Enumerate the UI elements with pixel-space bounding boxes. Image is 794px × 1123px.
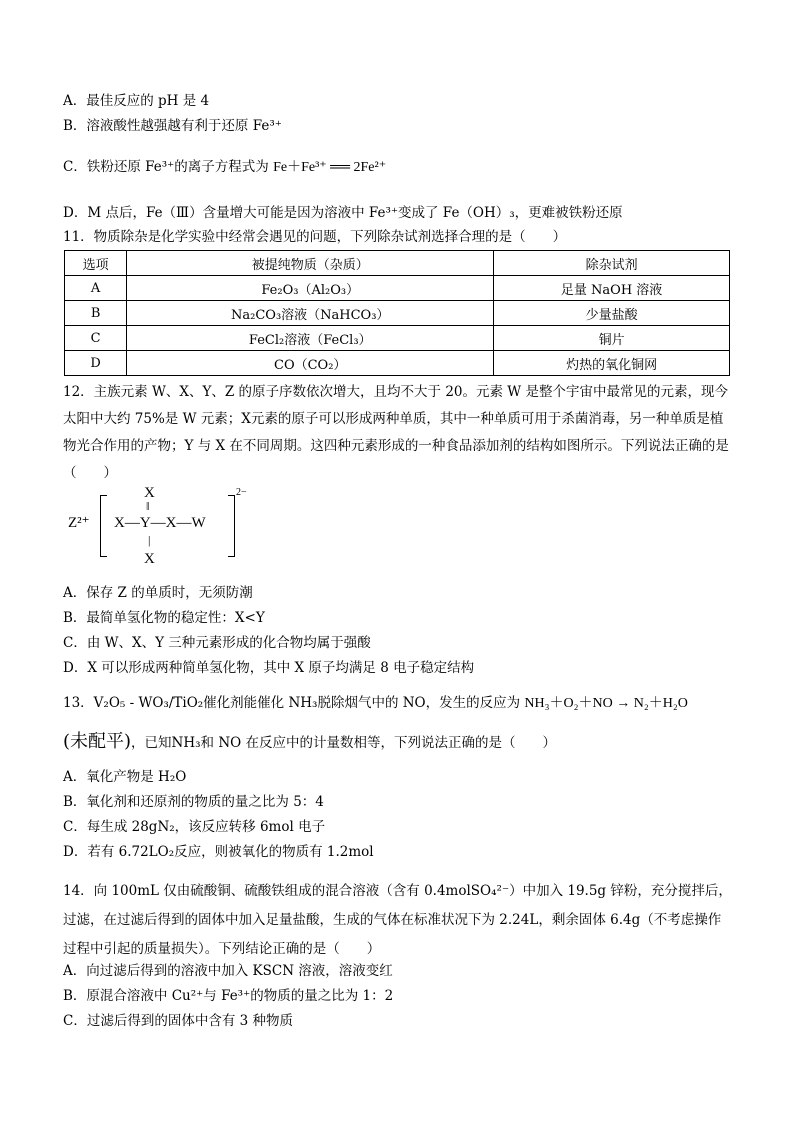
q12-option-c: C．由 W、X、Y 三种元素形成的化合物均属于强酸: [63, 635, 371, 651]
struct-charge: 2−: [236, 487, 247, 498]
q12-option-d: D．X 可以形成两种简单氢化物，其中 X 原子均满足 8 电子稳定结构: [63, 660, 475, 676]
q10-option-b: B．溶液酸性越强越有利于还原 Fe³⁺: [63, 118, 282, 134]
q10-option-c: [63, 158, 386, 177]
struct-single-bond: |: [148, 533, 151, 547]
table-header: 被提纯物质（杂质）: [127, 251, 494, 276]
q13-stem-text: 13．V₂O₅ - WO₃/TiO₂催化剂能催化 NH₃脱除烟气中的 NO，发生的反应为: [63, 695, 525, 711]
q13-equation: NH₃＋O₂＋NO → N₂＋H₂O: [524, 696, 688, 711]
table-cell: Na₂CO₃溶液（NaHCO₃）: [127, 301, 494, 326]
table-cell: 少量盐酸: [494, 301, 730, 326]
table-cell: Fe₂O₃（Al₂O₃）: [127, 276, 494, 301]
table-cell: 足量 NaOH 溶液: [494, 276, 730, 301]
table-cell: A: [65, 276, 127, 301]
table-header: 选项: [65, 251, 127, 276]
q10-option-a: A．最佳反应的 pH 是 4: [63, 93, 210, 109]
table-row: [65, 301, 730, 326]
q11-table: [64, 250, 730, 376]
q10-option-d: D．M 点后，Fe（Ⅲ）含量增大可能是因为溶液中 Fe³⁺变成了 Fe（OH）₃，更难被铁粉还原: [63, 205, 623, 221]
struct-bracket-left: [100, 495, 107, 557]
q13-stem-rest: ，已知NH₃和 NO 在反应中的计量数相等，下列说法正确的是（ ）: [131, 735, 557, 751]
q13-option-b: B．氧化剂和还原剂的物质的量之比为 5：4: [63, 794, 324, 810]
table-row: [65, 276, 730, 301]
table-row: [65, 351, 730, 376]
table-cell: C: [65, 326, 127, 351]
table-cell: 铜片: [494, 326, 730, 351]
table-row: [65, 326, 730, 351]
q12-stem: 12．主族元素 W、X、Y、Z 的原子序数依次增大，且均不大于 20。元素 W 是整个宇宙中最常见的元素，现今太阳中大约 75%是 W 元素；X元素的原子可以形成两种单质，其中一种单质可用于杀菌消毒，另一种单质是植物光合作用的产物；Y 与 X 在不同周期。这四种元素形成的一种食品添加剂的结构如图所示。下列说法正确的是（ ）: [63, 384, 729, 481]
struct-double-bond: ‖: [146, 499, 150, 513]
q14-stem: 14．向 100mL 仅由硫酸铜、硫酸铁组成的混合溶液（含有 0.4molSO₄²⁻）中加入 19.5g 锌粉，充分搅拌后，过滤，在过滤后得到的固体中加入足量盐酸，生成的气体在标准状况下为 2.24L，剩余固体 6.4g（不考虑操作过程中引起的质量损失）。下列结论正确的是（ ）: [63, 883, 732, 957]
table-cell: 灼热的氧化铜网: [494, 351, 730, 376]
q10-equation: Fe＋Fe³⁺ ══ 2Fe²⁺: [273, 160, 387, 175]
struct-top-atom: X: [144, 485, 155, 501]
q12-option-a: A．保存 Z 的单质时，无须防潮: [63, 585, 253, 601]
q14-option-c: C．过滤后得到的固体中含有 3 种物质: [63, 1013, 294, 1029]
q14-option-b: B．原混合溶液中 Cu²⁺与 Fe³⁺的物质的量之比为 1：2: [63, 988, 394, 1004]
q12-structure-diagram: [68, 485, 258, 575]
q11-stem: 11．物质除杂是化学实验中经常会遇见的问题，下列除杂试剂选择合理的是（ ）: [63, 229, 567, 245]
struct-bracket-right: [228, 495, 235, 557]
table-cell: FeCl₂溶液（FeCl₃）: [127, 326, 494, 351]
struct-main-row: X—Y—X—W: [114, 515, 206, 531]
q13-stem-line2: [63, 733, 556, 752]
q12-option-b: B．最简单氢化物的稳定性：X<Y: [63, 610, 265, 626]
struct-bottom-atom: X: [144, 551, 155, 567]
q13-option-c: C．每生成 28gN₂，该反应转移 6mol 电子: [63, 819, 326, 835]
table-cell: B: [65, 301, 127, 326]
q13-stem-line1: [63, 694, 688, 713]
table-header-row: [65, 251, 730, 276]
table-cell: CO（CO₂）: [127, 351, 494, 376]
q13-option-d: D．若有 6.72LO₂反应，则被氧化的物质有 1.2mol: [63, 844, 374, 860]
q13-unbalanced-note: (未配平): [63, 731, 132, 752]
q14-option-a: A．向过滤后得到的溶液中加入 KSCN 溶液，溶液变红: [63, 963, 393, 979]
struct-cation: Z²⁺: [68, 515, 90, 531]
q10-option-c-text: C．铁粉还原 Fe³⁺的离子方程式为: [63, 159, 274, 175]
table-cell: D: [65, 351, 127, 376]
table-header: 除杂试剂: [494, 251, 730, 276]
q13-option-a: A．氧化产物是 H₂O: [63, 769, 187, 785]
